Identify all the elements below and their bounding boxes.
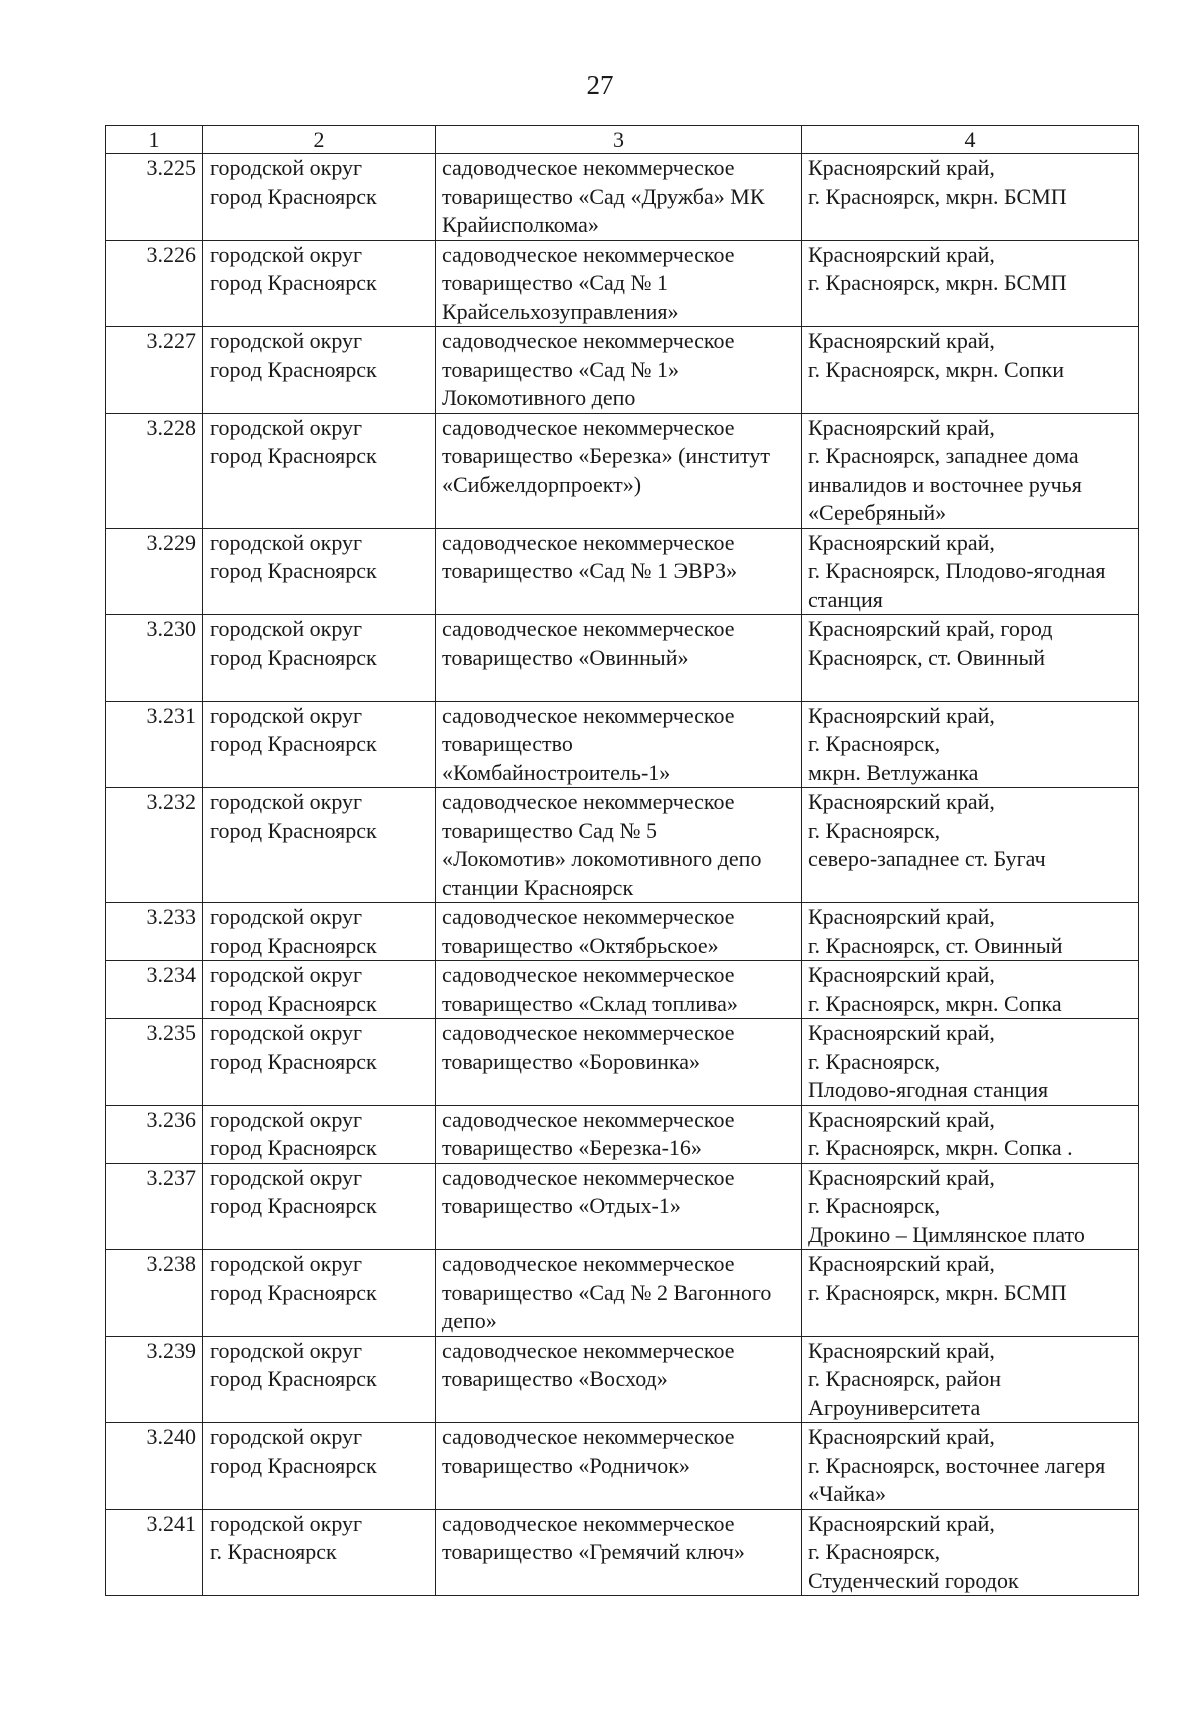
district-cell — [203, 528, 436, 615]
table-row — [106, 1105, 1139, 1163]
cell-line: г. Красноярск, восточнее лагеря — [808, 1452, 1106, 1478]
cell-line: садоводческое некоммерческое — [442, 1251, 735, 1276]
cell-line: городской округ — [210, 702, 363, 728]
table-row — [106, 1019, 1139, 1106]
cell-line: Красноярский край, — [808, 1510, 995, 1536]
cell-line: город Красноярск — [210, 932, 377, 958]
location-cell — [802, 615, 1139, 702]
row-number: 3.230 — [106, 615, 203, 702]
cell-line: садоводческое некоммерческое — [442, 241, 735, 267]
cell-line: г. Красноярск, — [808, 1048, 941, 1074]
district-cell — [203, 1105, 436, 1163]
cell-line: город Красноярск — [210, 990, 377, 1016]
cell-line: г. Красноярск, — [808, 817, 941, 843]
cell-line: г. Красноярск, мкрн. БСМП — [808, 270, 1067, 295]
cell-line: садоводческое некоммерческое — [442, 962, 735, 987]
cell-line: Красноярский край, — [808, 904, 995, 929]
row-number: 3.239 — [106, 1336, 203, 1423]
cell-line: «Локомотив» локомотивного депо — [442, 846, 762, 871]
district-cell — [203, 154, 436, 241]
row-number: 3.226 — [106, 240, 203, 327]
organization-name-cell — [436, 327, 802, 414]
location-cell — [802, 1336, 1139, 1423]
column-header-3: 3 — [436, 126, 802, 154]
cell-line: г. Красноярск, — [808, 731, 941, 756]
cell-line: городской округ — [210, 1020, 363, 1045]
location-cell — [802, 788, 1139, 903]
district-cell — [203, 903, 436, 961]
cell-line: Красноярский край, — [808, 1106, 995, 1132]
cell-line: товарищество «Октябрьское» — [442, 932, 719, 958]
cell-line: г. Красноярск, ст. Овинный — [808, 932, 1063, 958]
location-cell — [802, 1250, 1139, 1337]
cell-line: садоводческое некоммерческое — [442, 1424, 735, 1449]
cell-line: Красноярский край, — [808, 962, 995, 987]
cell-line: город Красноярск — [210, 356, 377, 382]
location-cell — [802, 1509, 1139, 1596]
cell-line: г. Красноярск, район — [808, 1366, 1001, 1391]
cell-line: северо-западнее ст. Бугач — [808, 846, 1046, 871]
cell-line: садоводческое некоммерческое — [442, 1106, 735, 1132]
organization-name-cell — [436, 1105, 802, 1163]
cell-line: товарищество «Сад № 1 — [442, 270, 668, 295]
cell-line: Красноярский край, город — [808, 616, 1053, 641]
cell-line: садоводческое некоммерческое — [442, 789, 735, 814]
table-row — [106, 701, 1139, 788]
column-header-2: 2 — [203, 126, 436, 154]
organization-name-cell — [436, 240, 802, 327]
table-row — [106, 903, 1139, 961]
cell-line: садоводческое некоммерческое — [442, 328, 735, 353]
cell-line: «Сибжелдорпроект») — [442, 471, 642, 497]
cell-line: городской округ — [210, 241, 363, 267]
district-cell — [203, 240, 436, 327]
organization-name-cell — [436, 1509, 802, 1596]
cell-line: товарищество Сад № 5 — [442, 817, 657, 843]
cell-line: товарищество «Боровинка» — [442, 1048, 701, 1074]
cell-line: станция — [808, 586, 883, 612]
cell-line: станции Красноярск — [442, 874, 634, 900]
cell-line — [808, 672, 1132, 701]
cell-line: товарищество «Отдых-1» — [442, 1193, 681, 1218]
cell-line: г. Красноярск, западнее дома — [808, 443, 1079, 468]
cell-line: Красноярский край, — [808, 1020, 995, 1045]
row-number: 3.235 — [106, 1019, 203, 1106]
cell-line: город Красноярск — [210, 817, 377, 843]
row-number: 3.229 — [106, 528, 203, 615]
district-cell — [203, 1423, 436, 1510]
cell-line: г. Красноярск, Плодово-ягодная — [808, 558, 1106, 583]
cell-line: Крайисполкома» — [442, 212, 599, 237]
cell-line: садоводческое некоммерческое — [442, 1510, 735, 1536]
registry-body — [106, 154, 1139, 1596]
table-row — [106, 788, 1139, 903]
table-row — [106, 327, 1139, 414]
cell-line: Красноярский край, — [808, 1424, 995, 1449]
organization-name-cell — [436, 615, 802, 702]
cell-line: товарищество «Березка-16» — [442, 1135, 702, 1160]
table-row — [106, 240, 1139, 327]
cell-line: городской округ — [210, 155, 363, 180]
cell-line: г. Красноярск, — [808, 1193, 941, 1218]
location-cell — [802, 240, 1139, 327]
location-cell — [802, 1105, 1139, 1163]
table-row — [106, 1423, 1139, 1510]
cell-line: городской округ — [210, 529, 363, 555]
organization-name-cell — [436, 961, 802, 1019]
cell-line: садоводческое некоммерческое — [442, 155, 735, 180]
cell-line: Красноярский край, — [808, 1337, 995, 1363]
cell-line: городской округ — [210, 789, 363, 814]
table-row — [106, 528, 1139, 615]
district-cell — [203, 327, 436, 414]
district-cell — [203, 701, 436, 788]
cell-line: Студенческий городок — [808, 1567, 1019, 1593]
registry-table — [105, 125, 1139, 1596]
cell-line: Агроуниверситета — [808, 1394, 981, 1420]
cell-line: город Красноярск — [210, 270, 377, 295]
cell-line: городской округ — [210, 1337, 363, 1363]
cell-line: городской округ — [210, 1424, 363, 1449]
cell-line: садоводческое некоммерческое — [442, 1020, 735, 1045]
cell-line: городской округ — [210, 414, 363, 440]
district-cell — [203, 615, 436, 702]
column-header-1: 1 — [106, 126, 203, 154]
cell-line: товарищество «Склад топлива» — [442, 990, 738, 1016]
row-number: 3.231 — [106, 701, 203, 788]
location-cell — [802, 327, 1139, 414]
cell-line: садоводческое некоммерческое — [442, 1337, 735, 1363]
cell-line: Красноярский край, — [808, 529, 995, 555]
cell-line: г. Красноярск, мкрн. БСМП — [808, 1279, 1067, 1305]
cell-line: город Красноярск — [210, 1279, 377, 1305]
cell-line: садоводческое некоммерческое — [442, 414, 735, 440]
location-cell — [802, 903, 1139, 961]
table-row — [106, 413, 1139, 528]
cell-line: товарищество «Березка» (институт — [442, 443, 771, 468]
cell-line: «Комбайностроитель-1» — [442, 759, 671, 785]
cell-line: Красноярский край, — [808, 702, 995, 728]
cell-line: садоводческое некоммерческое — [442, 702, 735, 728]
organization-name-cell — [436, 1336, 802, 1423]
table-row — [106, 1336, 1139, 1423]
cell-line: Красноярский край, — [808, 414, 995, 440]
location-cell — [802, 1163, 1139, 1250]
cell-line: городской округ — [210, 1106, 363, 1132]
cell-line: Красноярский край, — [808, 328, 995, 353]
cell-line: город Красноярск — [210, 183, 377, 209]
row-number: 3.238 — [106, 1250, 203, 1337]
cell-line: городской округ — [210, 1251, 363, 1276]
cell-line: Дрокино – Цимлянское плато — [808, 1221, 1085, 1247]
cell-line: город Красноярск — [210, 558, 377, 583]
district-cell — [203, 788, 436, 903]
cell-line: товарищество «Гремячий ключ» — [442, 1539, 745, 1564]
table-row — [106, 1250, 1139, 1337]
cell-line: город Красноярск — [210, 1048, 377, 1074]
cell-line: товарищество «Сад «Дружба» МК — [442, 183, 765, 209]
cell-line: г. Красноярск, — [808, 1539, 941, 1564]
cell-line: «Серебряный» — [808, 500, 947, 525]
organization-name-cell — [436, 788, 802, 903]
organization-name-cell — [436, 903, 802, 961]
cell-line: город Красноярск — [210, 1193, 377, 1218]
cell-line: городской округ — [210, 616, 363, 641]
cell-line: г. Красноярск — [210, 1539, 337, 1564]
cell-line: городской округ — [210, 962, 363, 987]
district-cell — [203, 1163, 436, 1250]
cell-line: товарищество «Овинный» — [442, 644, 689, 670]
row-number: 3.233 — [106, 903, 203, 961]
cell-line: город Красноярск — [210, 644, 377, 670]
page-number: 27 — [586, 70, 614, 100]
location-cell — [802, 1423, 1139, 1510]
row-number: 3.232 — [106, 788, 203, 903]
table-row — [106, 154, 1139, 241]
row-number: 3.236 — [106, 1105, 203, 1163]
cell-line: товарищество «Сад № 1 ЭВРЗ» — [442, 558, 738, 583]
cell-line: Красноярский край, — [808, 155, 995, 180]
location-cell — [802, 701, 1139, 788]
row-number: 3.241 — [106, 1509, 203, 1596]
cell-line: городской округ — [210, 1164, 363, 1190]
cell-line: г. Красноярск, мкрн. Сопка — [808, 990, 1062, 1016]
cell-line: товарищество «Сад № 1» — [442, 356, 679, 382]
cell-line: Крайсельхозуправления» — [442, 298, 679, 324]
cell-line: город Красноярск — [210, 731, 377, 756]
cell-line: город Красноярск — [210, 1452, 377, 1478]
cell-line: инвалидов и восточнее ручья — [808, 471, 1082, 497]
district-cell — [203, 413, 436, 528]
district-cell — [203, 1019, 436, 1106]
cell-line: г. Красноярск, мкрн. Сопки — [808, 356, 1064, 382]
cell-line: Красноярский край, — [808, 1251, 995, 1276]
cell-line: «Чайка» — [808, 1481, 886, 1506]
organization-name-cell — [436, 154, 802, 241]
header-row — [106, 126, 1139, 154]
location-cell — [802, 961, 1139, 1019]
organization-name-cell — [436, 1250, 802, 1337]
cell-line: Плодово-ягодная станция — [808, 1077, 1049, 1102]
cell-line: садоводческое некоммерческое — [442, 904, 735, 929]
location-cell — [802, 154, 1139, 241]
cell-line: Красноярск, ст. Овинный — [808, 644, 1046, 670]
cell-line: товарищество «Восход» — [442, 1366, 668, 1391]
cell-line: депо» — [442, 1308, 497, 1333]
column-header-4: 4 — [802, 126, 1139, 154]
cell-line: Локомотивного депо — [442, 385, 636, 410]
location-cell — [802, 413, 1139, 528]
row-number: 3.237 — [106, 1163, 203, 1250]
row-number: 3.227 — [106, 327, 203, 414]
row-number: 3.228 — [106, 413, 203, 528]
cell-line: товарищество — [442, 731, 573, 756]
table-row — [106, 1163, 1139, 1250]
organization-name-cell — [436, 1163, 802, 1250]
cell-line: Красноярский край, — [808, 1164, 995, 1190]
organization-name-cell — [436, 1019, 802, 1106]
cell-line: Красноярский край, — [808, 241, 995, 267]
organization-name-cell — [436, 413, 802, 528]
cell-line: город Красноярск — [210, 443, 377, 468]
district-cell — [203, 1250, 436, 1337]
location-cell — [802, 528, 1139, 615]
district-cell — [203, 1509, 436, 1596]
cell-line: садоводческое некоммерческое — [442, 616, 735, 641]
cell-line: садоводческое некоммерческое — [442, 1164, 735, 1190]
table-row — [106, 615, 1139, 702]
cell-line: городской округ — [210, 1510, 363, 1536]
location-cell — [802, 1019, 1139, 1106]
cell-line: город Красноярск — [210, 1135, 377, 1160]
cell-line: г. Красноярск, мкрн. БСМП — [808, 183, 1067, 209]
row-number: 3.240 — [106, 1423, 203, 1510]
district-cell — [203, 961, 436, 1019]
cell-line: г. Красноярск, мкрн. Сопка . — [808, 1135, 1073, 1160]
cell-line: товарищество «Сад № 2 Вагонного — [442, 1279, 772, 1305]
organization-name-cell — [436, 1423, 802, 1510]
district-cell — [203, 1336, 436, 1423]
organization-name-cell — [436, 701, 802, 788]
cell-line: городской округ — [210, 328, 363, 353]
cell-line: город Красноярск — [210, 1366, 377, 1391]
cell-line: Красноярский край, — [808, 789, 995, 814]
table-row — [106, 961, 1139, 1019]
cell-line: товарищество «Родничок» — [442, 1452, 690, 1478]
table-row — [106, 1509, 1139, 1596]
organization-name-cell — [436, 528, 802, 615]
cell-line: городской округ — [210, 904, 363, 929]
cell-line: садоводческое некоммерческое — [442, 529, 735, 555]
row-number: 3.234 — [106, 961, 203, 1019]
cell-line: мкрн. Ветлужанка — [808, 759, 979, 785]
row-number: 3.225 — [106, 154, 203, 241]
